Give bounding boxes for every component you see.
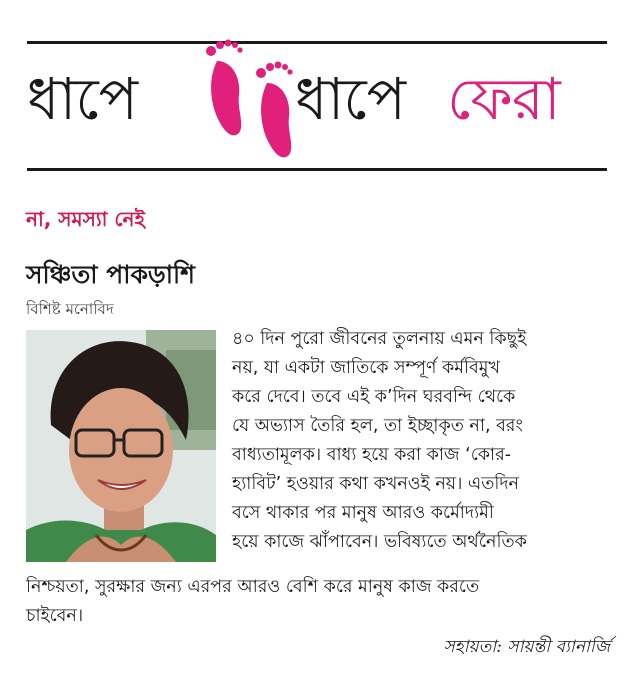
kicker-heading: না, সমস্যা নেই: [26, 207, 145, 231]
column-banner: [27, 46, 607, 166]
author-name: সঞ্চিতা পাকড়াশি: [26, 260, 195, 289]
body-line: হ্যাবিট’ হওয়ার কথা কখনওই নয়। এতদিন: [232, 474, 520, 494]
body-text-full: [26, 573, 616, 631]
author-role: বিশিষ্ট মনোবিদ: [26, 300, 114, 318]
body-line: হয়ে কাজে ঝাঁপাবেন। ভবিষ্যতে অর্থনৈতিক: [232, 532, 527, 552]
banner-word-1: ধাপে: [27, 65, 138, 133]
body-line: করে দেবে। তবে এই ক’দিন ঘরবন্দি থেকে: [232, 387, 516, 407]
body-line: নয়, যা একটা জাতিকে সম্পূর্ণ কর্মবিমুখ: [232, 358, 500, 378]
credit-line: সহায়তা: সায়ন্তী ব্যানার্জি: [443, 637, 610, 657]
body-line: নিশ্চয়তা, সুরক্ষার জন্য এরপর আরও বেশি করে মানুষ কাজ করতে: [26, 577, 480, 597]
author-photo: [26, 330, 216, 562]
top-rule: [27, 41, 607, 44]
banner-word-2: ধাপে: [295, 65, 406, 133]
body-line: যে অভ্যাস তৈরি হল, তা ইচ্ছাকৃত না, বরং: [232, 416, 523, 436]
body-text-side: [232, 325, 607, 557]
body-line: বসে থাকার পর মানুষ আরও কর্মোদ্যমী: [232, 503, 494, 523]
footprints-icon: [197, 21, 297, 171]
bottom-rule: [27, 168, 607, 171]
body-line: বাধ্যতামূলক। বাধ্য হয়ে করা কাজ ‘কোর-: [232, 445, 512, 465]
body-line: চাইবেন।: [26, 606, 84, 626]
body-line: ৪০ দিন পুরো জীবনের তুলনায় এমন কিছুই: [232, 329, 527, 349]
banner-word-3: ফেরা: [447, 65, 560, 133]
